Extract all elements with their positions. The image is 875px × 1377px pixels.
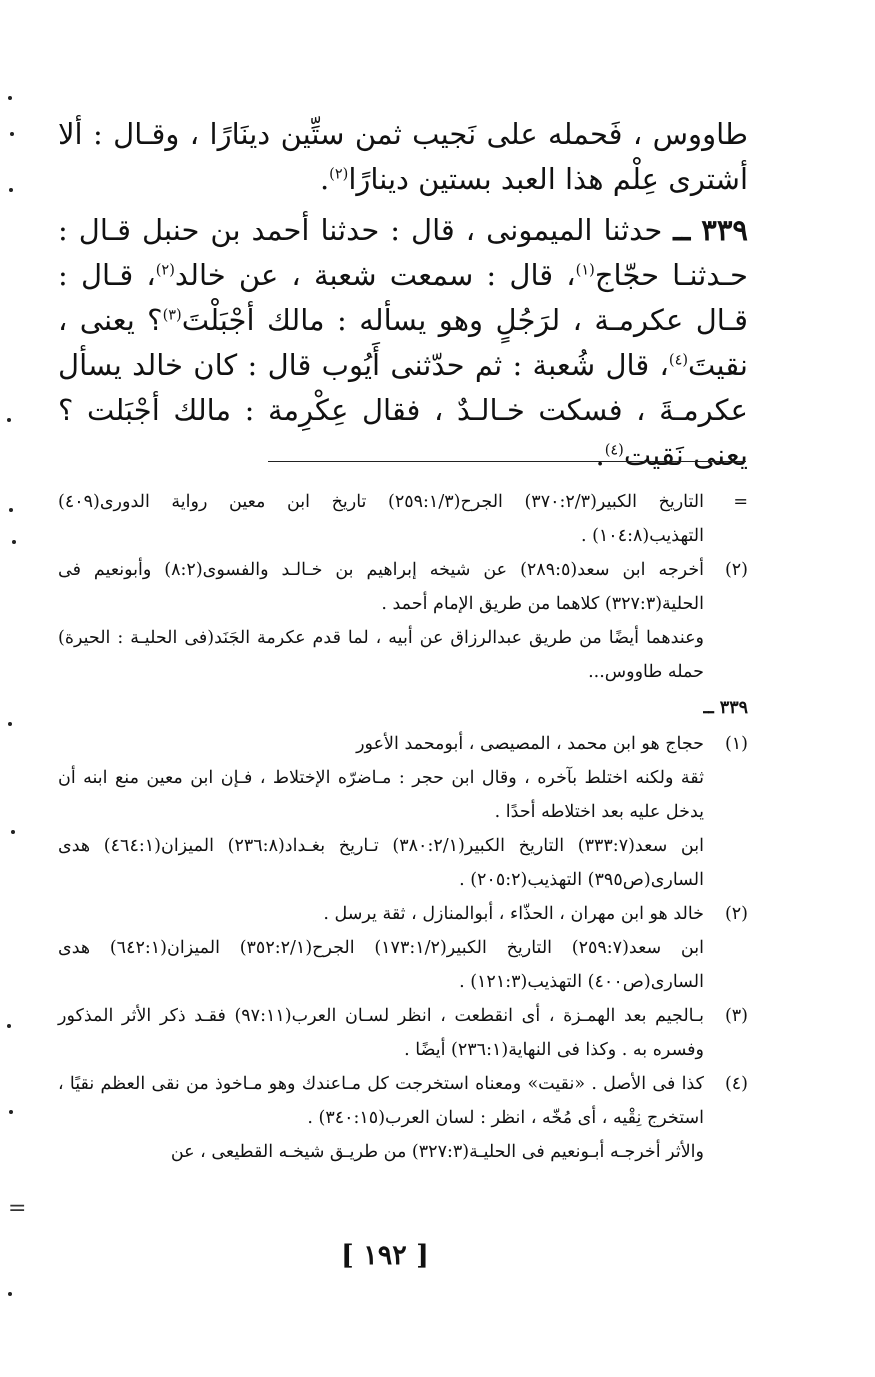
footnote-text: حجاج هو ابن محمد ، المصيصى ، أبومحمد الأعور	[356, 734, 704, 754]
scan-speck	[9, 508, 13, 512]
scan-speck	[8, 1292, 12, 1296]
footnote-number: (٢)	[724, 904, 748, 924]
footnote-ref: (١)	[575, 262, 595, 279]
footnote-2	[58, 897, 748, 931]
footnote-1	[58, 727, 748, 761]
footnote-number: (١)	[724, 734, 748, 754]
footnote-ref: (٢)	[329, 166, 349, 183]
footnote-number: (٣)	[724, 1006, 748, 1026]
text-run: طاووس ، فَحمله على نَجيب ثمن ستِّين دينَارًا ، وقـال : ألا أشترى عِلْم هذا العبد بستين دينارًا	[58, 117, 748, 196]
scan-speck	[10, 132, 14, 136]
text-run: ، قال شُعبة : ثم حدّثنى أَيُوب قال : كان خالد يسأل عكرمـةَ ، فسكت خـالـدٌ ، فقال عِكْرِمة : مالك أجْبَلت ؟ يعنى نَقيت	[58, 348, 748, 472]
paragraph-continuation	[58, 112, 748, 202]
page-number: [ ١٩٢ ]	[341, 1240, 429, 1271]
narration-339	[58, 208, 748, 478]
footnote-3	[58, 999, 748, 1067]
footnotes	[58, 485, 748, 1169]
side-mark: =	[8, 1196, 27, 1221]
footnote-separator	[268, 461, 746, 462]
text-run: ؟ يعنى ، نقيتَ	[58, 303, 748, 382]
footnote-number: (٢)	[724, 560, 748, 580]
footnote-text: كذا فى الأصل . «نقيت» ومعناه استخرجت كل مـاعندك وهو مـاخوذ من نقى العظم نقيًا ، استخرج نِقْيه ، أى مُخّه ، انظر : لسان العرب(٣٤٠:١٥) .	[58, 1074, 704, 1128]
footnote-text: ابن سعد(٣٣٣:٧) التاريخ الكبير(٣٨٠:٢/١) تـاريخ بغـداد(٢٣٦:٨) الميزان(٤٦٤:١) هدى السارى(ص٣٩٥) التهذيب(٢٠٥:٢) .	[58, 836, 704, 890]
footnote-ref: (٣)	[162, 307, 182, 324]
footnote-text: وعندهما أيضًا من طريق عبدالرزاق عن أبيه ، لما قدم عكرمة الجَنَد(فى الحليـة : الحيرة) حمله طاووس...	[58, 628, 704, 682]
footnote-text: أخرجه ابن سعد(٢٨٩:٥) عن شيخه إبراهيم بن خـالـد والفسوى(٨:٢) وأبونعيم فى الحلية(٣٢٧:٣) كلاهما من طريق الإمام أحمد .	[58, 560, 704, 614]
footnote-continued	[58, 485, 748, 553]
footnote-ref: (٤)	[668, 352, 689, 369]
footnote-ref: (٢)	[155, 262, 175, 279]
text-run: ، قال : سمعت شعبة ، عن خالد	[174, 258, 576, 292]
narration-dash: ــ	[673, 213, 691, 247]
scan-speck	[11, 830, 15, 834]
footnote-number: (٤)	[724, 1074, 748, 1094]
scan-speck	[7, 418, 11, 422]
scan-speck	[8, 722, 12, 726]
footnote-text: خالد هو ابن مهران ، الحذّاء ، أبوالمنازل ، ثقة يرسل .	[323, 904, 704, 924]
text-run: حدثنا الميمونى ، قال : حدثنا أحمد بن حنبل قـال : حـدثنـا حجّاج	[58, 213, 748, 292]
text-run: .	[319, 162, 330, 196]
main-text	[58, 112, 748, 478]
scan-speck	[9, 188, 13, 192]
scan-speck	[9, 1110, 13, 1114]
footnote-text: بـالجيم بعد الهمـزة ، أى انقطعت ، انظر لسـان العرب(٩٧:١١) فقـد ذكر الأثر المذكور وفسره به . وكذا فى النهاية(٢٣٦:١) أيضًا .	[58, 1006, 705, 1060]
footnote-4	[58, 1067, 748, 1135]
footnote-text: التاريخ الكبير(٣٧٠:٢/٣) الجرح(٢٥٩:١/٣) تاريخ ابن معين رواية الدورى(٤٠٩) التهذيب(١٠٤:٨) .	[58, 492, 704, 546]
footnote-section-339: ٣٣٩ ــ	[703, 698, 748, 718]
narration-number: ٣٣٩	[701, 213, 748, 247]
text-run: ، قـال : قـال عكرمـة ، لرَجُلٍ وهو يسأله : مالك أجْبَلْتَ	[58, 258, 748, 337]
continuation-mark: =	[733, 492, 748, 512]
scan-speck	[7, 1024, 11, 1028]
footnote-ref: (٤)	[604, 442, 624, 459]
footnote-text: والأثر أخرجـه أبـونعيم فى الحليـة(٣٢٧:٣) من طريـق شيخـه القطيعى ، عن	[170, 1142, 704, 1162]
scan-speck	[8, 96, 12, 100]
scan-speck	[12, 540, 16, 544]
footnote-2-prev	[58, 553, 748, 621]
footnote-text: ابن سعد(٢٥٩:٧) التاريخ الكبير(١٧٣:١/٢) الجرح(٣٥٢:٢/١) الميزان(٦٤٢:١) هدى السارى(ص٤٠٠) التهذيب(١٢١:٣) .	[58, 938, 704, 992]
footnote-text: ثقة ولكنه اختلط بآخره ، وقال ابن حجر : مـاضرّه الإختلاط ، فـإن ابن معين منع ابنه أن يدخل عليه بعد اختلاطه أحدًا .	[58, 768, 704, 822]
text-run: .	[595, 438, 605, 472]
